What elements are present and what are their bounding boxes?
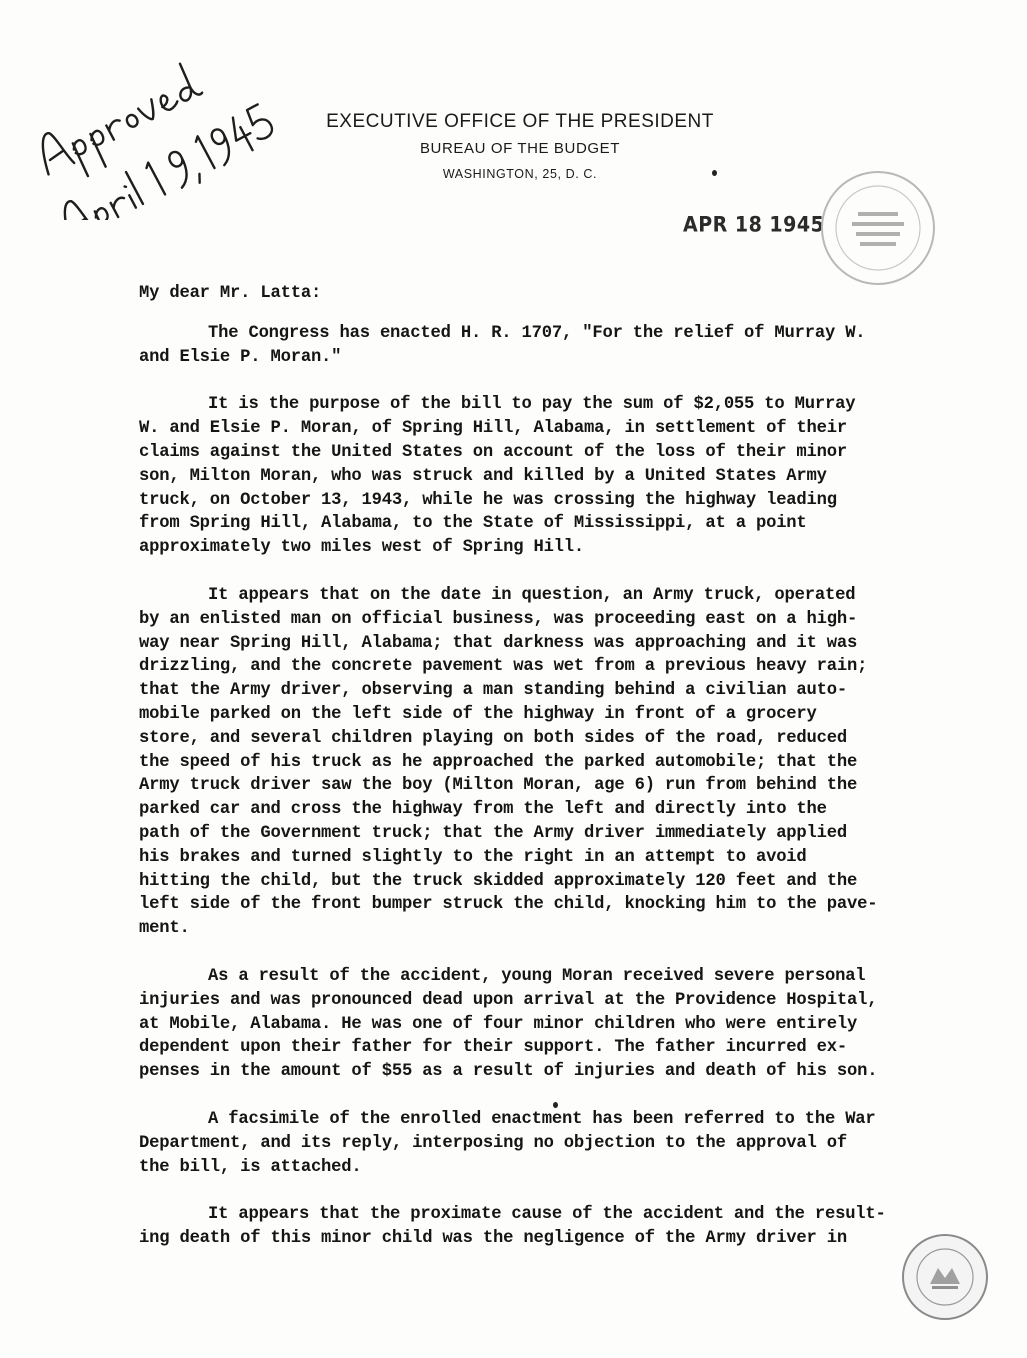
ink-dot [553,1102,558,1108]
letter-body [139,282,939,1275]
archive-seal-bottom-drawing [900,1232,990,1322]
paragraph-result: As a result of the accident, young Moran received severe personal injuries and was pronounced dead upon arrival at the Providence Hospital, at Mobile, Alabama. He was one of four minor children who were entirely dependent upon their father for their support. The father incurred ex- penses in the amount of $55 as a result of injuries and death of his son. [139,966,878,1082]
letterhead-office: EXECUTIVE OFFICE OF THE PRESIDENT [326,111,714,132]
paragraph-war-department: A facsimile of the enrolled enactment has been referred to the War Department, and its reply, interposing no objection to the approval of the bill, is attached. [139,1109,876,1177]
archive-seal-top-drawing [818,168,938,288]
letterhead-address: WASHINGTON, 25, D. C. [442,167,598,181]
received-date-stamp: APR 18 1945 [683,212,825,238]
paragraph-enactment: The Congress has enacted H. R. 1707, "For the relief of Murray W. and Elsie P. Moran." [139,323,866,367]
salutation: My dear Mr. Latta: [139,284,322,303]
paragraph-proximate-cause: It appears that the proximate cause of the accident and the result- ing death of this minor child was the negligence of the Army driver in [139,1205,886,1249]
letterhead-bureau: BUREAU OF THE BUDGET [419,140,621,157]
paragraph-facts: It appears that on the date in question, an Army truck, operated by an enlisted man on official business, was proceeding east on a high- way near Spring Hill, Alabama; that darkness was approaching and it was drizzling, and the concrete pavement was wet from a previous heavy rain; that the Army driver, observing a man standing behind a civilian auto- mobile parked on the left side of the highway in front of a grocery store, and several children playing on both sides of the road, reduced the speed of his truck as he approached the parked automobile; that the Army truck driver saw the boy (Milton Moran, age 6) run from behind the parked car and cross the highway from the left and directly into the path of the Government truck; that the Army driver immediately applied his brakes and turned slightly to the right in an attempt to avoid hitting the child, but the truck skidded approximately 120 feet and the left side of the front bumper struck the child, knocking him to the pave- ment. [139,585,878,939]
archive-seal-top [818,168,938,288]
paragraph-purpose: It is the purpose of the bill to pay the sum of $2,055 to Murray W. and Elsie P. Moran, of Spring Hill, Alabama, in settlement of their claims against the United States on account of the loss of their minor son, Milton Moran, who was struck and killed by a United States Army truck, on October 13, 1943, while he was crossing the highway leading from Spring Hill, Alabama, to the State of Mississippi, at a point approximately two miles west of Spring Hill. [139,395,856,558]
archive-seal-bottom [900,1232,990,1322]
ink-dot [712,170,717,176]
